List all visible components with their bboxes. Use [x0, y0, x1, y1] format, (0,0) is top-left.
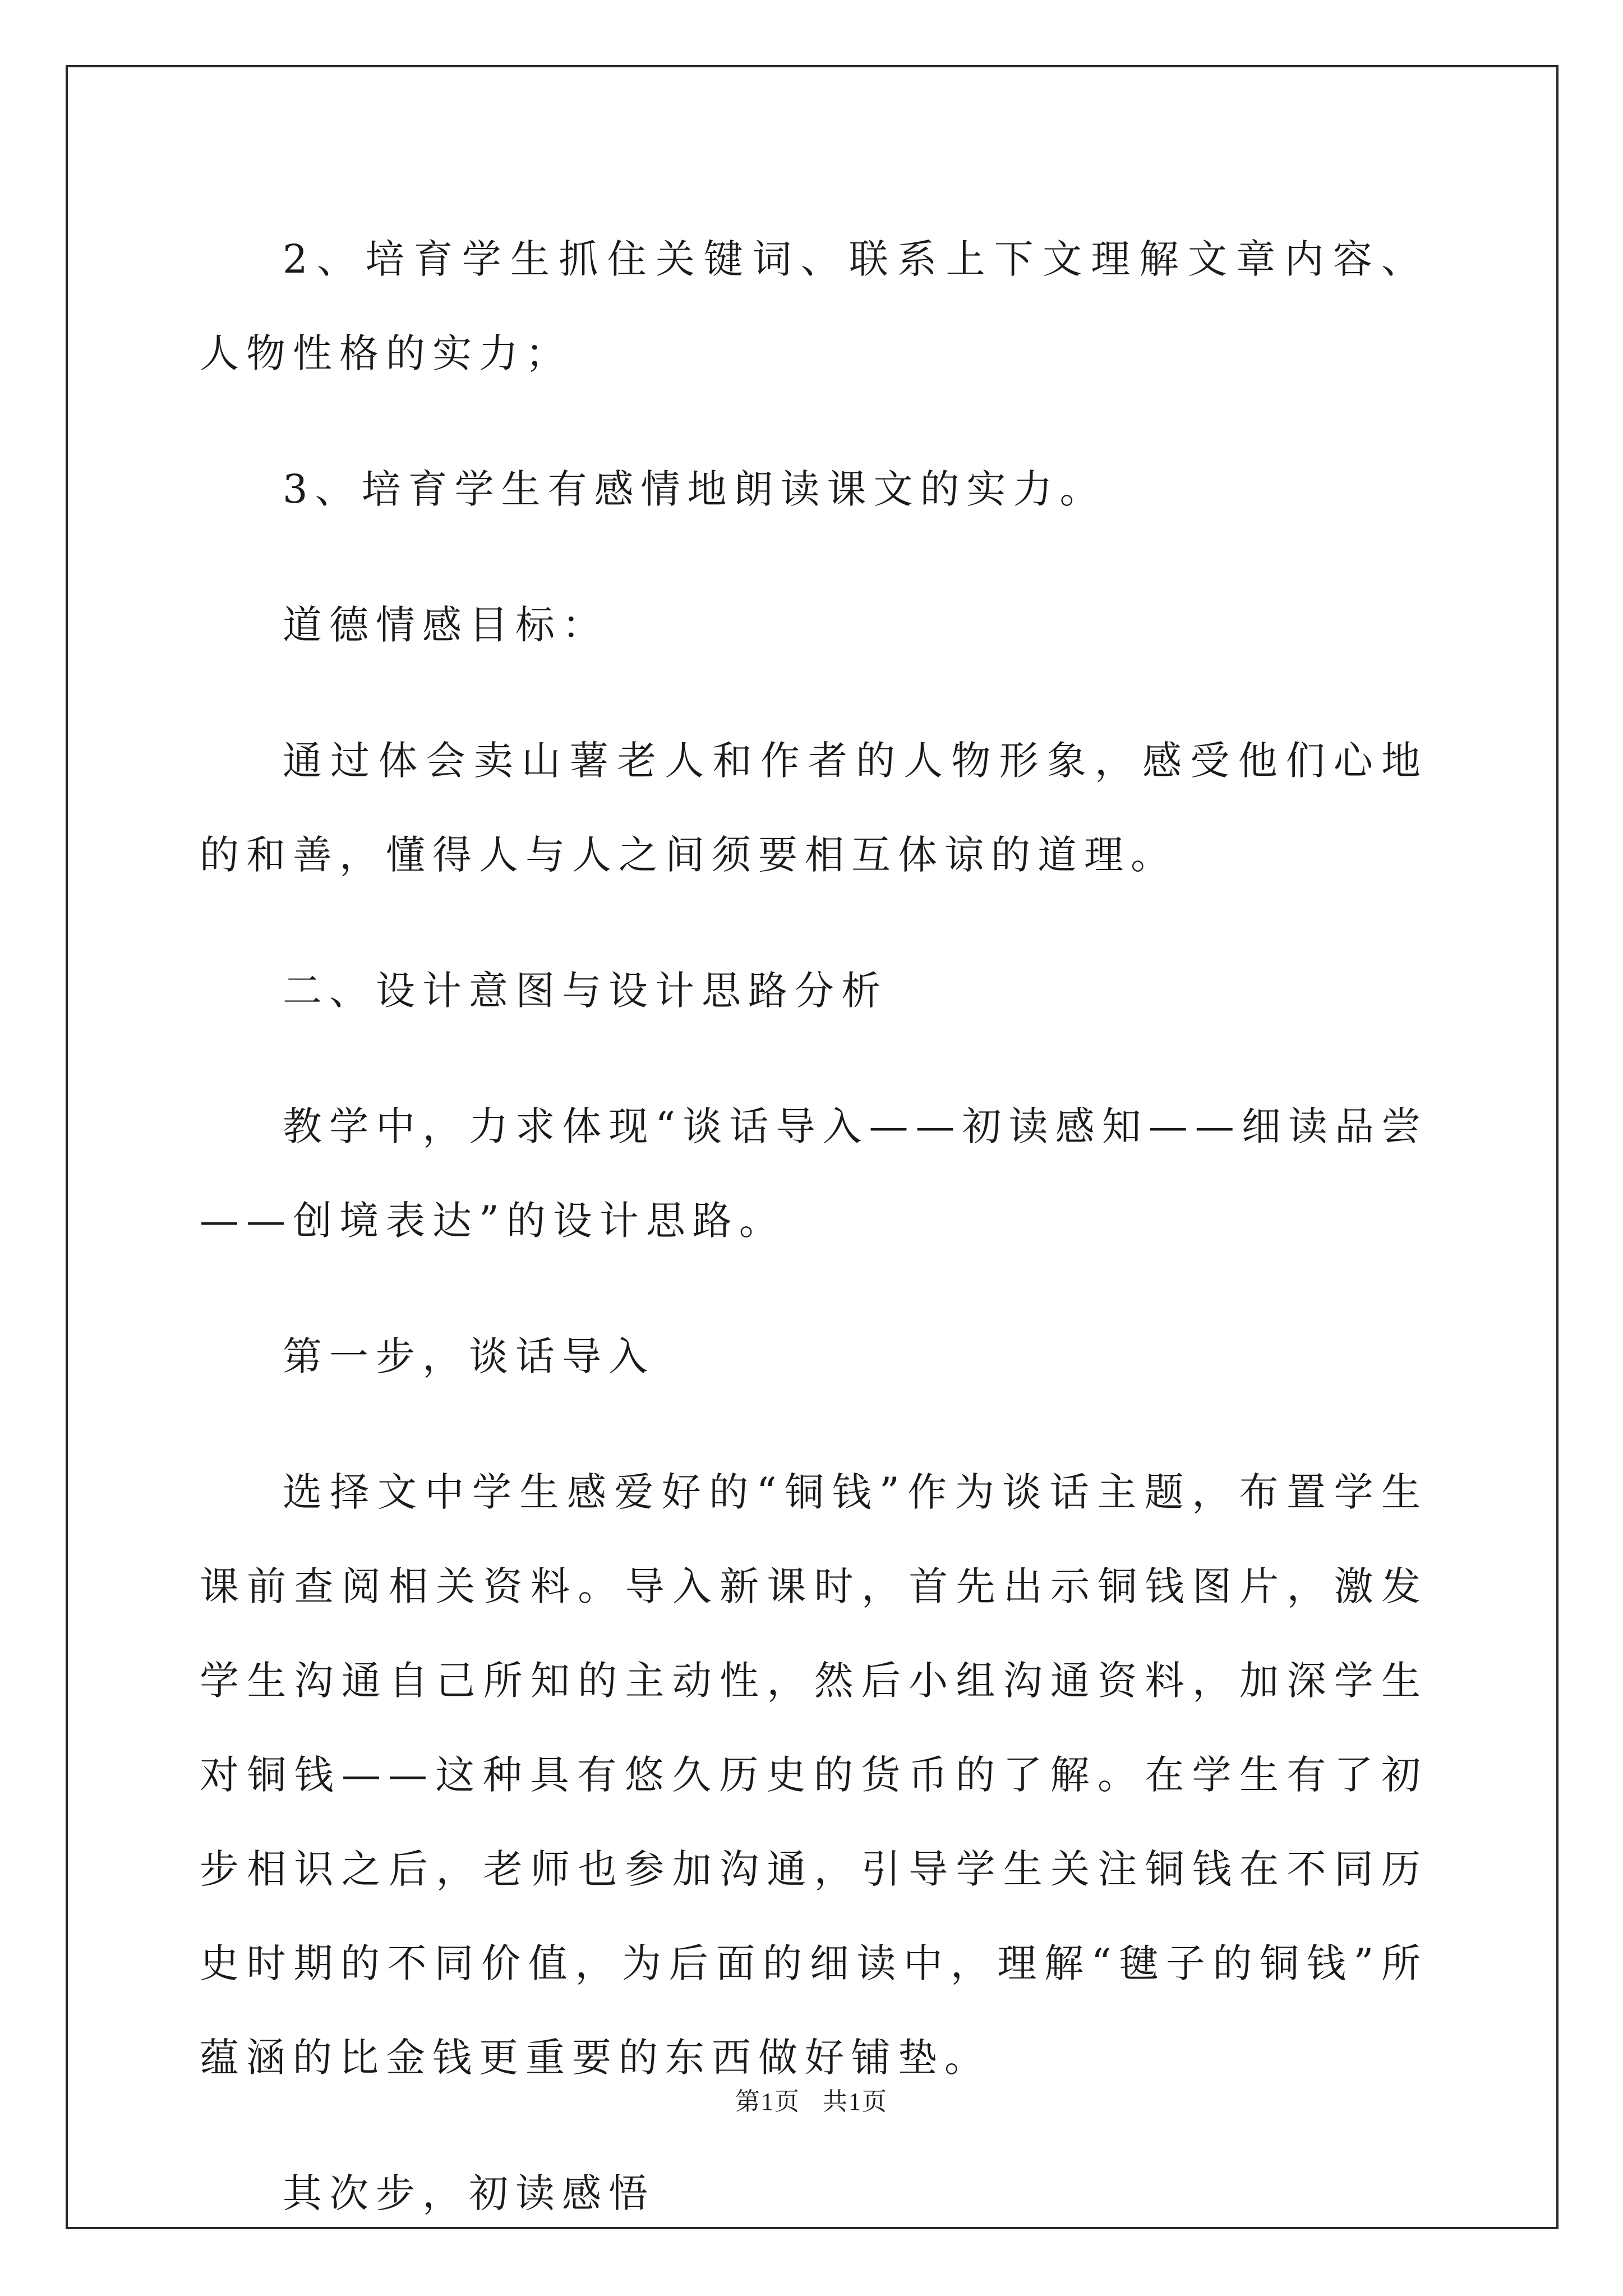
heading-step-2: 其次步，初读感悟: [283, 2170, 655, 2216]
page-total: 共1页: [823, 2088, 888, 2115]
heading-design-intent: 二、设计意图与设计思路分析: [283, 968, 888, 1014]
paragraph-design-approach: 教学中，力求体现“谈话导入——初读感知——细读品尝——创境表达”的设计思路。: [200, 1103, 1428, 1244]
paragraph-moral-goal: 通过体会卖山薯老人和作者的人物形象，感受他们心地的和善，懂得人与人之间须要相互体谅的道理。: [200, 738, 1428, 878]
heading-step-1: 第一步，谈话导入: [283, 1333, 655, 1379]
paragraph-goal-3: 3、培育学生有感情地朗读课文的实力。: [283, 466, 1106, 512]
paragraph-goal-2: 2、培育学生抓住关键词、联系上下文理解文章内容、人物性格的实力；: [200, 236, 1428, 376]
paragraph-step-1: 选择文中学生感爱好的“铜钱”作为谈话主题，布置学生课前查阅相关资料。导入新课时，首先出示铜钱图片，激发学生沟通自己所知的主动性，然后小组沟通资料，加深学生对铜钱——这种具有悠久历史的货币的了解。在学生有了初步相识之后，老师也参加沟通，引导学生关注铜钱在不同历史时期的不同价值，为后面的细读中，理解“毽子的铜钱”所蕴涵的比金钱更重要的东西做好铺垫。: [200, 1469, 1428, 2081]
page-footer: [0, 2081, 1623, 2117]
heading-moral-goal: 道德情感目标：: [283, 602, 608, 648]
page-number: 第1页: [735, 2088, 800, 2115]
document-body: [200, 212, 1428, 2240]
